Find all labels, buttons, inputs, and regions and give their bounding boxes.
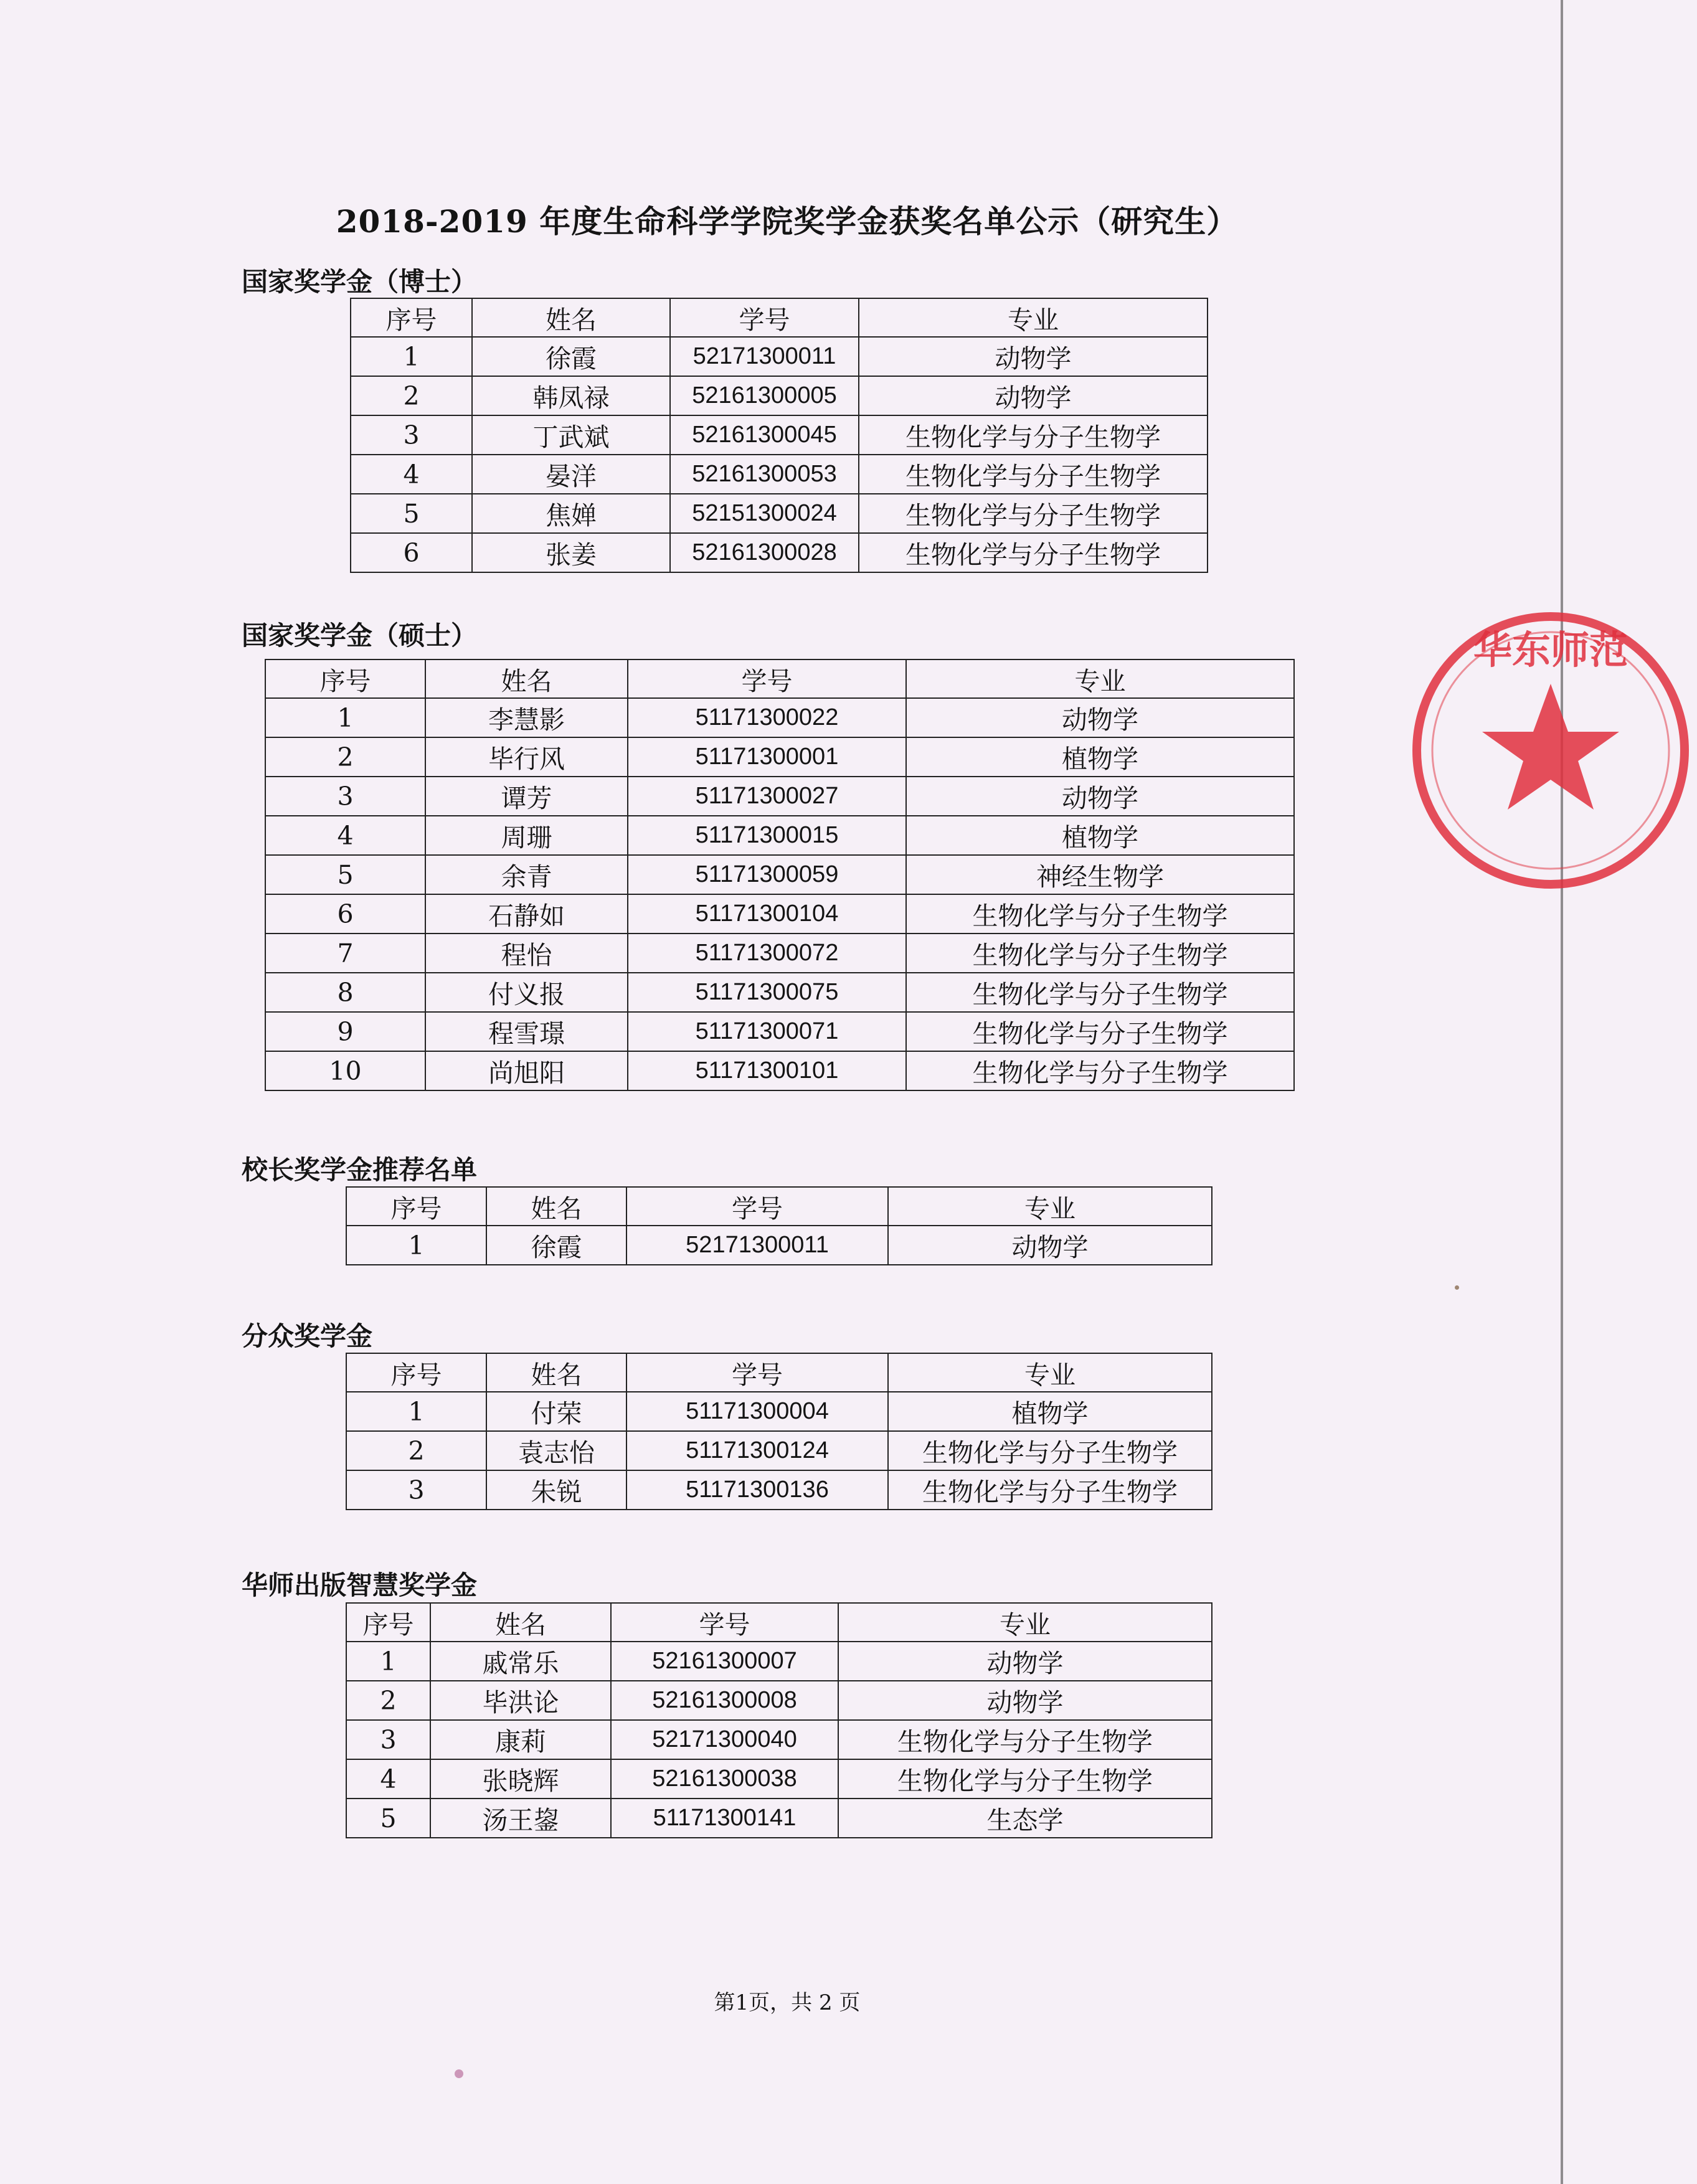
table-row <box>265 816 1294 855</box>
cell-index: 6 <box>351 533 472 572</box>
cell-index: 3 <box>346 1470 486 1510</box>
column-header-student-id: 学号 <box>626 1187 888 1226</box>
cell-index: 3 <box>265 777 425 816</box>
cell-major: 生物化学与分子生物学 <box>859 415 1208 455</box>
table-row <box>346 1720 1212 1759</box>
table-president <box>346 1186 1212 1265</box>
table-header-row <box>346 1603 1212 1642</box>
cell-major: 生物化学与分子生物学 <box>859 494 1208 533</box>
cell-major: 动物学 <box>859 376 1208 415</box>
scan-speck <box>455 2069 463 2078</box>
cell-index: 1 <box>346 1642 430 1681</box>
cell-name: 谭芳 <box>425 777 628 816</box>
cell-major: 生物化学与分子生物学 <box>888 1431 1212 1470</box>
table-row <box>265 777 1294 816</box>
cell-index: 4 <box>265 816 425 855</box>
cell-name: 袁志怡 <box>486 1431 626 1470</box>
table-row <box>346 1431 1212 1470</box>
table-ecnu-press <box>346 1602 1212 1838</box>
cell-student-id: 51171300071 <box>628 1012 906 1051</box>
cell-name: 毕洪论 <box>430 1681 611 1720</box>
table-row <box>265 737 1294 777</box>
cell-major: 生物化学与分子生物学 <box>859 533 1208 572</box>
table-header-row <box>351 298 1208 337</box>
cell-student-id: 51171300101 <box>628 1051 906 1090</box>
cell-major: 生物化学与分子生物学 <box>888 1470 1212 1510</box>
cell-index: 4 <box>351 455 472 494</box>
column-header-index: 序号 <box>351 298 472 337</box>
cell-major: 生物化学与分子生物学 <box>906 934 1294 973</box>
cell-index: 1 <box>265 698 425 737</box>
cell-major: 生物化学与分子生物学 <box>906 973 1294 1012</box>
cell-index: 10 <box>265 1051 425 1090</box>
column-header-name: 姓名 <box>430 1603 611 1642</box>
table-row <box>351 337 1208 376</box>
table-fenzhong <box>346 1353 1212 1510</box>
cell-major: 生物化学与分子生物学 <box>906 1012 1294 1051</box>
table-header-row <box>346 1187 1212 1226</box>
column-header-major: 专业 <box>859 298 1208 337</box>
cell-name: 戚常乐 <box>430 1642 611 1681</box>
page-title: 2018-2019 年度生命科学学院奖学金获奖名单公示（研究生） <box>336 203 1239 240</box>
cell-student-id: 51171300124 <box>626 1431 888 1470</box>
seal-star-icon <box>1482 684 1619 810</box>
column-header-student-id: 学号 <box>670 298 859 337</box>
cell-student-id: 52171300011 <box>626 1226 888 1265</box>
table-header-row <box>265 659 1294 698</box>
column-header-index: 序号 <box>265 659 425 698</box>
section-heading-ecnu-press: 华师出版智慧奖学金 <box>242 1570 478 1600</box>
cell-name: 程雪璟 <box>425 1012 628 1051</box>
column-header-name: 姓名 <box>425 659 628 698</box>
cell-student-id: 52161300007 <box>611 1642 838 1681</box>
cell-student-id: 51171300075 <box>628 973 906 1012</box>
table-row <box>265 934 1294 973</box>
table-row <box>265 1051 1294 1090</box>
column-header-major: 专业 <box>838 1603 1212 1642</box>
cell-name: 晏洋 <box>472 455 670 494</box>
table-row <box>346 1470 1212 1510</box>
table-row <box>346 1799 1212 1838</box>
cell-major: 动物学 <box>906 777 1294 816</box>
cell-student-id: 51171300015 <box>628 816 906 855</box>
cell-student-id: 51171300027 <box>628 777 906 816</box>
cell-name: 韩凤禄 <box>472 376 670 415</box>
official-seal-stamp <box>1404 604 1697 897</box>
table-row <box>346 1226 1212 1265</box>
table-row <box>346 1642 1212 1681</box>
cell-student-id: 51171300104 <box>628 894 906 934</box>
cell-student-id: 52171300011 <box>670 337 859 376</box>
cell-major: 神经生物学 <box>906 855 1294 894</box>
cell-name: 张姜 <box>472 533 670 572</box>
section-heading-masters: 国家奖学金（硕士） <box>242 620 478 651</box>
cell-index: 1 <box>346 1392 486 1431</box>
cell-name: 石静如 <box>425 894 628 934</box>
cell-index: 3 <box>351 415 472 455</box>
cell-student-id: 52171300040 <box>611 1720 838 1759</box>
table-row <box>265 1012 1294 1051</box>
cell-major: 生物化学与分子生物学 <box>838 1720 1212 1759</box>
table-row <box>351 376 1208 415</box>
table-row <box>265 973 1294 1012</box>
column-header-student-id: 学号 <box>628 659 906 698</box>
page-number: 第1页，共 2 页 <box>714 1990 861 2015</box>
cell-major: 生物化学与分子生物学 <box>859 455 1208 494</box>
column-header-index: 序号 <box>346 1187 486 1226</box>
section-heading-president: 校长奖学金推荐名单 <box>242 1155 478 1185</box>
cell-student-id: 52161300008 <box>611 1681 838 1720</box>
cell-student-id: 52161300005 <box>670 376 859 415</box>
table-row <box>351 455 1208 494</box>
table-masters <box>265 659 1295 1091</box>
cell-major: 动物学 <box>888 1226 1212 1265</box>
cell-index: 2 <box>346 1681 430 1720</box>
scan-speck <box>1455 1285 1459 1290</box>
column-header-student-id: 学号 <box>626 1353 888 1392</box>
seal-text: 华东师范 <box>1473 627 1628 673</box>
cell-student-id: 52151300024 <box>670 494 859 533</box>
table-phd <box>350 298 1208 573</box>
cell-name: 徐霞 <box>472 337 670 376</box>
cell-name: 周珊 <box>425 816 628 855</box>
cell-major: 生物化学与分子生物学 <box>906 894 1294 934</box>
cell-student-id: 51171300059 <box>628 855 906 894</box>
cell-index: 5 <box>346 1799 430 1838</box>
cell-name: 朱锐 <box>486 1470 626 1510</box>
cell-index: 4 <box>346 1759 430 1799</box>
cell-major: 动物学 <box>838 1642 1212 1681</box>
cell-index: 2 <box>265 737 425 777</box>
cell-major: 植物学 <box>906 737 1294 777</box>
table-row <box>265 894 1294 934</box>
cell-student-id: 51171300072 <box>628 934 906 973</box>
cell-major: 生物化学与分子生物学 <box>838 1759 1212 1799</box>
cell-student-id: 51171300001 <box>628 737 906 777</box>
cell-major: 生物化学与分子生物学 <box>906 1051 1294 1090</box>
cell-student-id: 52161300053 <box>670 455 859 494</box>
cell-name: 李慧影 <box>425 698 628 737</box>
section-heading-fenzhong: 分众奖学金 <box>242 1321 373 1351</box>
cell-index: 7 <box>265 934 425 973</box>
column-header-index: 序号 <box>346 1353 486 1392</box>
cell-name: 张晓辉 <box>430 1759 611 1799</box>
table-row <box>346 1681 1212 1720</box>
column-header-index: 序号 <box>346 1603 430 1642</box>
cell-index: 6 <box>265 894 425 934</box>
cell-major: 植物学 <box>888 1392 1212 1431</box>
scan-edge <box>1561 0 1563 2184</box>
cell-major: 动物学 <box>838 1681 1212 1720</box>
cell-name: 康莉 <box>430 1720 611 1759</box>
cell-index: 2 <box>346 1431 486 1470</box>
table-row <box>265 698 1294 737</box>
column-header-student-id: 学号 <box>611 1603 838 1642</box>
cell-index: 1 <box>346 1226 486 1265</box>
cell-index: 8 <box>265 973 425 1012</box>
table-row <box>346 1759 1212 1799</box>
cell-major: 植物学 <box>906 816 1294 855</box>
table-row <box>265 855 1294 894</box>
cell-student-id: 51171300141 <box>611 1799 838 1838</box>
column-header-name: 姓名 <box>486 1187 626 1226</box>
cell-name: 尚旭阳 <box>425 1051 628 1090</box>
cell-name: 毕行风 <box>425 737 628 777</box>
column-header-major: 专业 <box>888 1187 1212 1226</box>
table-row <box>346 1392 1212 1431</box>
cell-student-id: 52161300038 <box>611 1759 838 1799</box>
cell-name: 程怡 <box>425 934 628 973</box>
cell-student-id: 51171300004 <box>626 1392 888 1431</box>
cell-index: 3 <box>346 1720 430 1759</box>
cell-index: 5 <box>265 855 425 894</box>
column-header-name: 姓名 <box>472 298 670 337</box>
cell-name: 焦婵 <box>472 494 670 533</box>
cell-name: 余青 <box>425 855 628 894</box>
cell-name: 徐霞 <box>486 1226 626 1265</box>
cell-major: 动物学 <box>859 337 1208 376</box>
table-row <box>351 494 1208 533</box>
cell-index: 2 <box>351 376 472 415</box>
cell-major: 动物学 <box>906 698 1294 737</box>
cell-name: 丁武斌 <box>472 415 670 455</box>
cell-index: 9 <box>265 1012 425 1051</box>
cell-index: 1 <box>351 337 472 376</box>
cell-major: 生态学 <box>838 1799 1212 1838</box>
section-heading-phd: 国家奖学金（博士） <box>242 267 478 297</box>
table-row <box>351 415 1208 455</box>
cell-name: 汤王鋆 <box>430 1799 611 1838</box>
cell-index: 5 <box>351 494 472 533</box>
table-row <box>351 533 1208 572</box>
column-header-major: 专业 <box>888 1353 1212 1392</box>
cell-name: 付荣 <box>486 1392 626 1431</box>
cell-student-id: 51171300022 <box>628 698 906 737</box>
cell-student-id: 52161300045 <box>670 415 859 455</box>
cell-name: 付义报 <box>425 973 628 1012</box>
table-header-row <box>346 1353 1212 1392</box>
cell-student-id: 52161300028 <box>670 533 859 572</box>
cell-student-id: 51171300136 <box>626 1470 888 1510</box>
column-header-major: 专业 <box>906 659 1294 698</box>
column-header-name: 姓名 <box>486 1353 626 1392</box>
